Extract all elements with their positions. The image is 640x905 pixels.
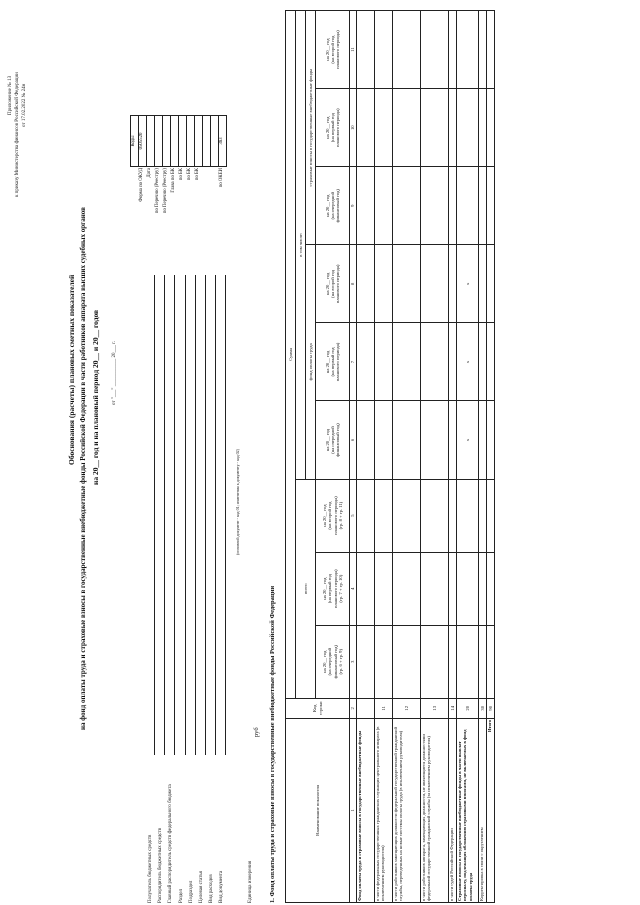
field-underline [185, 275, 186, 755]
codes-value [155, 116, 163, 167]
value-cell [449, 245, 457, 323]
field-underline [195, 275, 196, 755]
codes-label: по БК [178, 168, 184, 181]
codes-value [187, 116, 195, 167]
appendix-line-3: от 17.02.2022 № 24н [22, 83, 27, 127]
value-cell [393, 245, 421, 323]
date-line: от "___" ___________ 20___ г. [112, 341, 117, 405]
value-cell [357, 89, 375, 167]
codes-value [163, 116, 171, 167]
value-cell [421, 323, 449, 401]
value-cell [479, 11, 487, 89]
codes-row [139, 116, 147, 256]
column-number: 9 [350, 167, 357, 245]
value-cell [487, 245, 495, 323]
column-number: 4 [350, 552, 357, 625]
sum-header: Сумма [286, 11, 296, 699]
table-row [375, 11, 393, 903]
value-cell [357, 167, 375, 245]
header-field-label: Вид расходов [209, 874, 215, 903]
field-underline [154, 275, 155, 755]
year-header: на 20__ год (на второй год планового периода) (гр. 8 + гр. 11) [316, 479, 350, 552]
row-code: 13 [421, 698, 449, 718]
value-cell [375, 11, 393, 89]
value-cell [421, 245, 449, 323]
value-cell [479, 89, 487, 167]
value-cell [375, 625, 393, 698]
year-header: на 20__ год (на очередной финансовый год) [316, 167, 350, 245]
row-name: в части федеральных государственных гражданских служащих центрального аппарата (в исключением руководителя) [375, 718, 393, 902]
codes-row [147, 116, 155, 256]
column-number: 7 [350, 323, 357, 401]
codes-label: по Перечню (Реестру) [154, 168, 160, 214]
value-cell [421, 479, 449, 552]
year-header: на 20__ год (на очередной финансовый год) (гр. 6 + гр. 9) [316, 625, 350, 698]
value-cell [487, 11, 495, 89]
value-cell [421, 552, 449, 625]
value-cell [479, 323, 487, 401]
value-cell [357, 479, 375, 552]
value-cell [457, 625, 479, 698]
value-cell [375, 89, 393, 167]
codes-value [195, 116, 203, 167]
codes-label: по БК [186, 168, 192, 181]
codes-row [203, 116, 211, 256]
value-cell [375, 245, 393, 323]
header-field-label: Распорядитель бюджетных средств [158, 827, 164, 903]
value-cell [393, 89, 421, 167]
codes-row [171, 116, 179, 256]
value-cell [393, 479, 421, 552]
row-name: в части работников аппарата, замещающих должности, не являющиеся должностями федеральной государственной гражданской службы (за исключением руководителя) [421, 718, 449, 902]
year-header: на 20__ год (на второй год планового периода) [316, 245, 350, 323]
row-code: 11 [375, 698, 393, 718]
title-line-2: на фонд оплаты труда и страховые взносы в государственные внебюджетные фонды Российской Федерации в части работников аппарата высших судебных органов [79, 207, 87, 730]
codes-value [147, 116, 155, 167]
row-code: 14 [449, 698, 457, 718]
codes-label: по БК [194, 168, 200, 181]
value-cell [421, 11, 449, 89]
header-field-label: Раздел [178, 888, 184, 903]
row-code: 30 [479, 698, 487, 718]
value-cell: x [457, 323, 479, 401]
value-cell [449, 479, 457, 552]
column-number: 2 [350, 698, 357, 718]
year-header: на 20__ год (на очередной финансовый год) [316, 401, 350, 479]
row-code: 20 [457, 698, 479, 718]
row-name: Фонд оплаты труда и страховые взносы в государственные внебюджетные фонды [357, 718, 375, 902]
codes-value [179, 116, 187, 167]
codes-label: по ОКЕИ [218, 168, 224, 188]
value-cell [393, 625, 421, 698]
table-row [479, 11, 487, 903]
value-cell [479, 625, 487, 698]
value-cell [487, 625, 495, 698]
value-cell [457, 11, 479, 89]
value-cell [375, 479, 393, 552]
value-cell [487, 323, 495, 401]
column-number: 8 [350, 245, 357, 323]
codes-row [155, 116, 163, 256]
row-name: в части работников замещающих должности федеральной государственной гражданской службы, переведенных на новые системы оплаты труда (в исключением руководителя) [393, 718, 421, 902]
codes-label: Дата [146, 168, 152, 178]
field-underline [225, 275, 226, 755]
table-row [457, 11, 479, 903]
column-number: 1 [350, 718, 357, 902]
field-underline [215, 275, 216, 755]
value-cell [393, 323, 421, 401]
value-cell [457, 552, 479, 625]
value-cell: x [457, 245, 479, 323]
main-table [285, 10, 495, 903]
codes-row [163, 116, 171, 256]
appendix-line-1: Приложение № 13 [8, 75, 13, 115]
appendix-line-2: к приказу Министерства финансов Российской Федерации [15, 72, 20, 197]
field-underline [205, 275, 206, 755]
value-cell [457, 167, 479, 245]
value-cell [357, 245, 375, 323]
value-cell [449, 401, 457, 479]
year-header: на 20__ год (на второй год планового периода) [316, 11, 350, 89]
value-cell [449, 552, 457, 625]
codes-table [130, 115, 227, 255]
codes-label [211, 167, 219, 256]
codes-row [219, 116, 227, 256]
ins-header: страховые взносы в государственные внебюджетные фонды [306, 11, 316, 245]
value-cell [357, 323, 375, 401]
row-code [357, 698, 375, 718]
codes-header: Коды [131, 116, 139, 167]
total-header: всего [296, 479, 316, 698]
value-cell [479, 167, 487, 245]
row-name: Страховые взносы в государственные внебюджетные фонды в части выплат персоналу, подлежащих обложению страховыми взносами, не включаемых в фонд оплаты труда [457, 718, 479, 902]
value-cell [449, 89, 457, 167]
value-cell [393, 11, 421, 89]
value-cell [479, 479, 487, 552]
value-cell [449, 625, 457, 698]
value-cell [487, 552, 495, 625]
value-cell [487, 401, 495, 479]
value-cell [479, 552, 487, 625]
codes-value [203, 116, 211, 167]
value-cell [487, 167, 495, 245]
row-name: Итого [487, 718, 495, 902]
value-cell [393, 401, 421, 479]
value-cell [449, 11, 457, 89]
codes-label: Форма по ОКУД [138, 168, 144, 202]
value-cell [375, 323, 393, 401]
value-cell [457, 89, 479, 167]
doc-type-hint: (основной документ - код 01; изменения к документу - код 02) [235, 449, 240, 555]
table-row [393, 11, 421, 903]
value-cell [421, 401, 449, 479]
column-number: 11 [350, 11, 357, 89]
header-field-label: Главный распорядитель средств федерального бюджета [168, 784, 174, 903]
value-cell [449, 167, 457, 245]
row-name: Корректировка в связи с округлением [479, 718, 487, 902]
value-cell [375, 167, 393, 245]
value-cell [421, 167, 449, 245]
year-header: на 20__ год (на первый год планового периода) (гр. 7 + гр. 10) [316, 552, 350, 625]
value-cell [421, 89, 449, 167]
section-1-title: 1. Фонд оплаты труда и страховые взносы в государственные внебюджетные фонды Российской Федерации [269, 585, 276, 903]
title-line-3: на 20__ год и на плановый период 20__ и 20__ годов [91, 309, 100, 485]
codes-row [195, 116, 203, 256]
codes-value [211, 116, 219, 167]
codes-row [179, 116, 187, 256]
header-field-label: Вид документа [219, 870, 225, 903]
table-row [421, 11, 449, 903]
value-cell [357, 552, 375, 625]
including-header: в том числе: [296, 11, 306, 480]
codes-row [211, 116, 219, 256]
value-cell [457, 479, 479, 552]
value-cell [375, 552, 393, 625]
codes-label: по Перечню (Реестру) [162, 168, 168, 214]
codes-row [187, 116, 195, 256]
row-code: 90 [487, 698, 495, 718]
value-cell [487, 89, 495, 167]
value-cell [487, 479, 495, 552]
value-cell [357, 11, 375, 89]
value-cell [393, 167, 421, 245]
row-name: в части судей Российской Федерации [449, 718, 457, 902]
value-cell [449, 323, 457, 401]
value-cell [421, 625, 449, 698]
codes-label [203, 167, 211, 256]
value-cell [357, 401, 375, 479]
header-field-label: Единица измерения [248, 860, 253, 903]
field-underline [164, 275, 165, 755]
column-number: 5 [350, 479, 357, 552]
field-underline [174, 275, 175, 755]
column-number: 10 [350, 89, 357, 167]
title-line-1: Обоснования (расчеты) плановых сметных показателей [67, 274, 76, 465]
col-code-header: Код строки [286, 698, 350, 718]
column-number: 3 [350, 625, 357, 698]
fot-header: фонд оплаты труда [306, 245, 316, 479]
value-cell [357, 625, 375, 698]
year-header: на 20__ год (на первый год планового периода) [316, 323, 350, 401]
year-header: на 20__ год (на первый год планового периода) [316, 89, 350, 167]
row-code: 12 [393, 698, 421, 718]
col-name-header: Наименование показателя [286, 718, 350, 902]
value-cell [479, 245, 487, 323]
table-row [357, 11, 375, 903]
table-row [449, 11, 457, 903]
unit-value: руб [253, 727, 260, 737]
header-field-label: Целевая статья [199, 871, 204, 903]
codes-value: 0505520 [139, 116, 147, 167]
value-cell: x [457, 401, 479, 479]
codes-value [171, 116, 179, 167]
value-cell [393, 552, 421, 625]
codes-value: 383 [219, 116, 227, 167]
value-cell [479, 401, 487, 479]
table-row [487, 11, 495, 903]
header-field-label: Получатель бюджетных средств [148, 834, 153, 903]
value-cell [375, 401, 393, 479]
codes-label: Глава по БК [170, 168, 176, 193]
header-field-label: Подраздел [188, 880, 194, 903]
column-number: 6 [350, 401, 357, 479]
